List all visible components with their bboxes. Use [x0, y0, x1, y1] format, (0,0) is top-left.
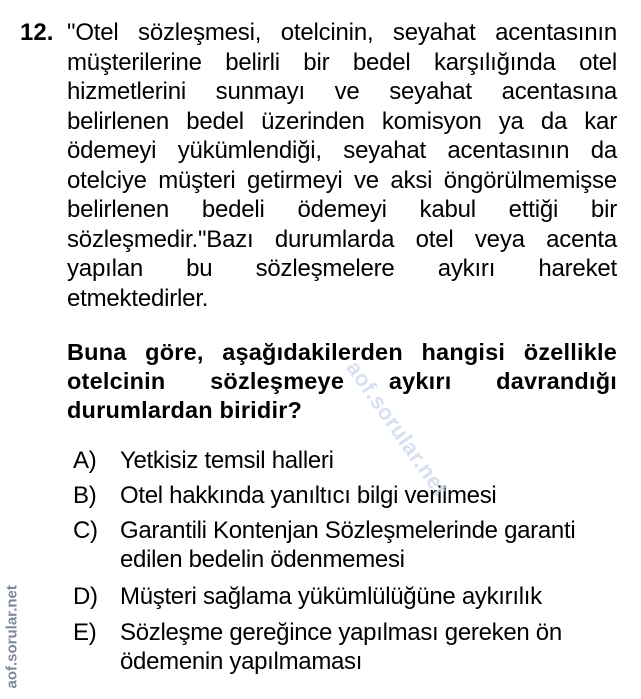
option-text: Yetkisiz temsil halleri — [120, 447, 334, 474]
option-letter: C) — [73, 517, 98, 544]
option-letter: A) — [73, 447, 97, 474]
option-text: Garantili Kontenjan Sözleşmelerinde garanti edilen bedelin ödenmemesi — [120, 517, 576, 573]
diagonal-watermark: aof.sorular.net — [341, 355, 454, 501]
option-letter: B) — [73, 482, 97, 509]
option-text: Otel hakkında yanıltıcı bilgi verilmesi — [120, 482, 497, 509]
question-number: 12. — [20, 19, 54, 46]
side-watermark: aof.sorular.net — [3, 585, 21, 689]
option-text: Sözleşme gereğince yapılması gereken ön ödemenin yapılmaması — [120, 619, 562, 675]
option-letter: D) — [73, 583, 98, 610]
option-letter: E) — [73, 619, 97, 646]
question-stem: "Otel sözleşmesi, otelcinin, seyahat acentasının müşterilerine belirli bir bedel karşılığında otel hizmetlerini sunmayı ve seyahat acentasına belirlenen bedel üzerinden komisyon ya da kar ödemeyi yükümlendiği, seyahat acentasının da otelciye müşteri getirmeyi ve aksi öngörülmemişse belirlenen bedeli ödemeyi kabul ettiği bir sözleşmedir."Bazı durumlarda otel veya acenta yapılan bu sözleşmelere aykırı hareket etmektedirler. — [67, 19, 617, 312]
option-text: Müşteri sağlama yükümlülüğüne aykırılık — [120, 583, 542, 610]
question-prompt: Buna göre, aşağıdakilerden hangisi özellikle otelcinin sözleşmeye aykırı davrandığı durumlardan biridir? — [67, 339, 617, 423]
